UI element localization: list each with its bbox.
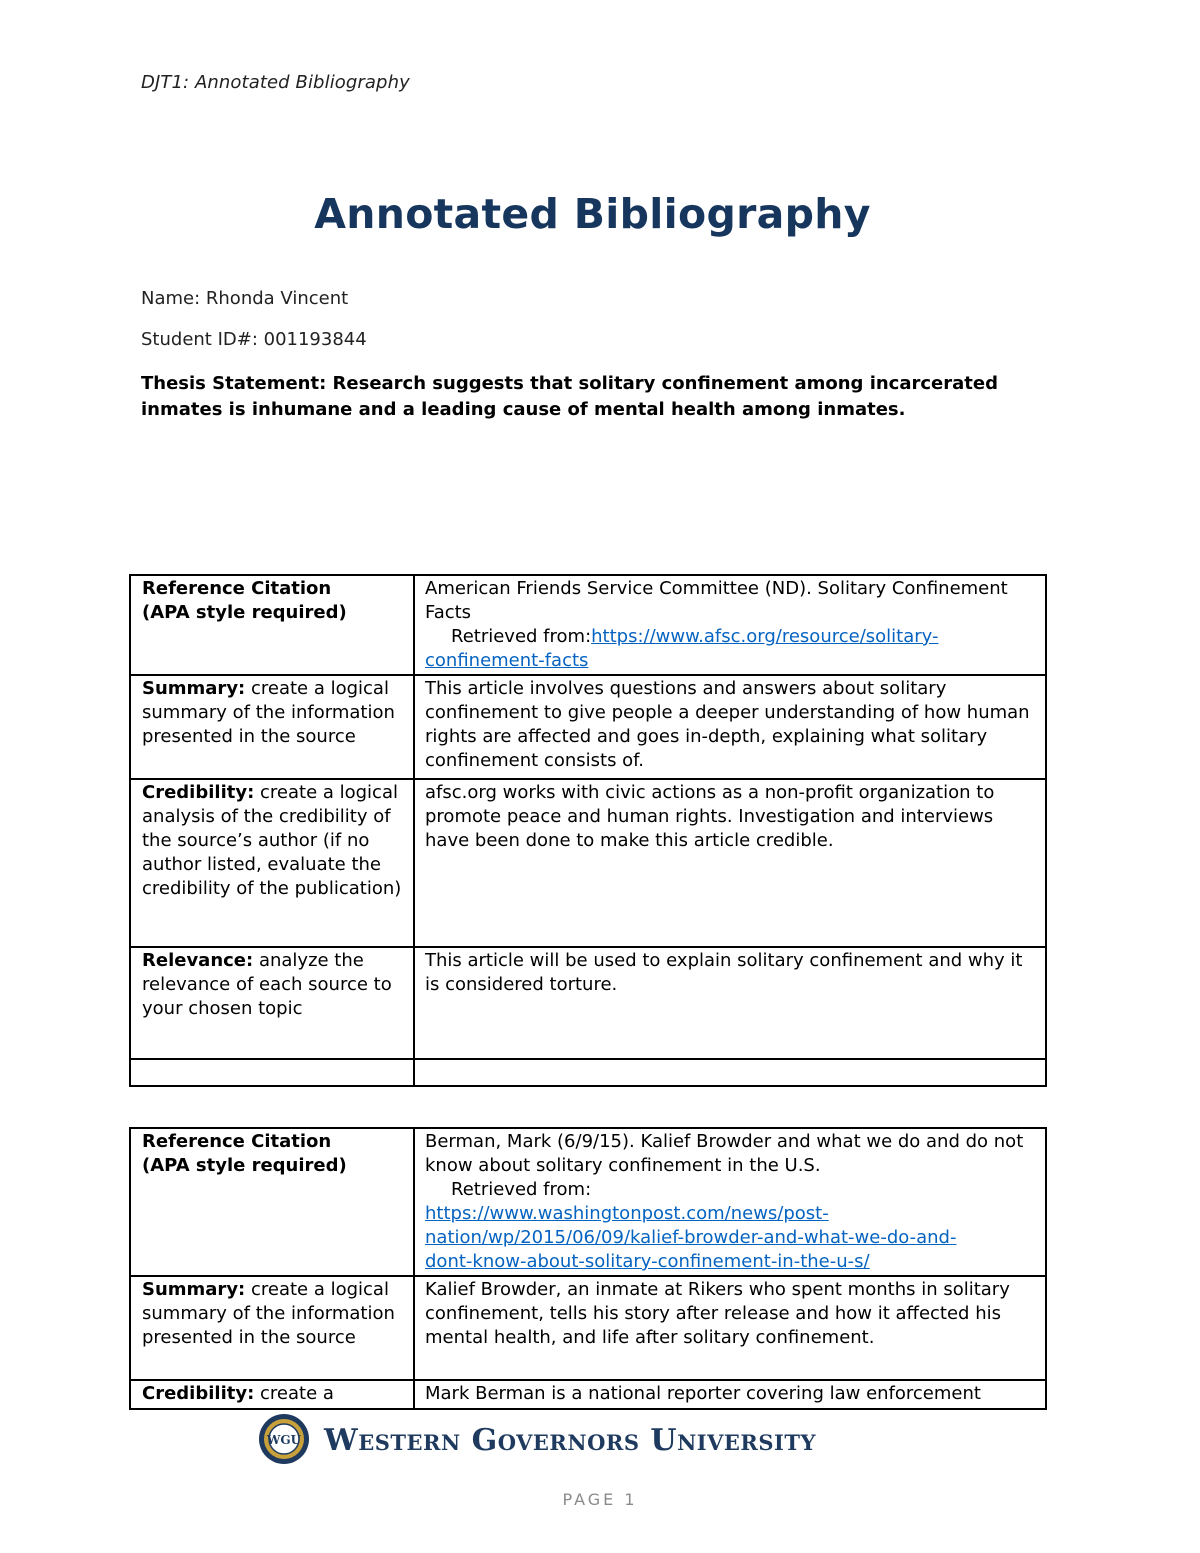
summary-cell: Kalief Browder, an inmate at Rikers who spent months in solitary confinement, tells his story after release and how it affected his mental health, and life after solitary confinement. [414, 1276, 1046, 1380]
university-seal-icon [258, 1413, 310, 1465]
citation-label: Reference Citation [142, 578, 332, 599]
citation-label-note: (APA style required) [142, 1155, 347, 1176]
credibility-label-cell [130, 779, 414, 947]
credibility-label: Credibility: [142, 782, 255, 803]
citation-label-note: (APA style required) [142, 602, 347, 623]
summary-label-desc: create a logical summary of the information presented in the source [142, 678, 395, 747]
summary-label-cell [130, 675, 414, 779]
thesis-statement: Thesis Statement: Research suggests that solitary confinement among incarcerated inmates is inhumane and a leading cause of mental health among inmates. [141, 373, 998, 420]
citation-text: Berman, Mark (6/9/15). Kalief Browder and what we do and do not know about solitary confinement in the U.S. [425, 1131, 1024, 1176]
credibility-label: Credibility: [142, 1383, 255, 1404]
credibility-cell: Mark Berman is a national reporter covering law enforcement [414, 1380, 1046, 1409]
student-id: Student ID#: 001193844 [141, 329, 367, 350]
table-row [130, 947, 1046, 1059]
citation-label-cell [130, 1128, 414, 1276]
student-name: Name: Rhonda Vincent [141, 288, 349, 309]
retrieved-prefix: Retrieved from: [451, 1179, 592, 1200]
citation-link[interactable]: https://www.washingtonpost.com/news/post- nation/wp/2015/06/09/kalief-browder-and-what-we-do-and- dont-know-about-solitary-confinement-in-the-u-s/ [425, 1203, 957, 1272]
table-row [130, 675, 1046, 779]
table-row [130, 779, 1046, 947]
running-header: DJT1: Annotated Bibliography [141, 72, 410, 93]
empty-cell [130, 1059, 414, 1086]
relevance-cell: This article will be used to explain solitary confinement and why it is considered torture. [414, 947, 1046, 1059]
university-name: Western Governors University [324, 1423, 816, 1458]
summary-label-desc: create a logical summary of the information presented in the source [142, 1279, 395, 1348]
citation-label: Reference Citation [142, 1131, 332, 1152]
table-row [130, 1380, 1046, 1409]
summary-label-cell [130, 1276, 414, 1380]
relevance-label-desc: analyze the relevance of each source to your chosen topic [142, 950, 392, 1019]
summary-label: Summary: [142, 678, 246, 699]
relevance-label: Relevance: [142, 950, 254, 971]
empty-cell [414, 1059, 1046, 1086]
credibility-label-desc: create a [254, 1383, 334, 1404]
document-title: Annotated Bibliography [314, 190, 871, 238]
citation-link[interactable]: https://www.afsc.org/resource/solitary- confinement-facts [425, 626, 939, 671]
citation-label-cell [130, 575, 414, 675]
table-row [130, 575, 1046, 675]
bibliography-table-2 [129, 1127, 1047, 1410]
bibliography-table-1 [129, 574, 1047, 1087]
summary-label: Summary: [142, 1279, 246, 1300]
page-number: PAGE 1 [562, 1490, 638, 1509]
table-row [130, 1128, 1046, 1276]
summary-cell: This article involves questions and answers about solitary confinement to give people a deeper understanding of how human rights are affected and goes in-depth, explaining what solitary confinement consists of. [414, 675, 1046, 779]
table-row [130, 1276, 1046, 1380]
credibility-cell: afsc.org works with civic actions as a non-profit organization to promote peace and human rights. Investigation and interviews have been done to make this article credible. [414, 779, 1046, 947]
citation-text: American Friends Service Committee (ND). Solitary Confinement Facts [425, 578, 1008, 623]
relevance-label-cell [130, 947, 414, 1059]
credibility-label-desc: create a logical analysis of the credibility of the source’s author (if no author listed, evaluate the credibility of the publication) [142, 782, 402, 899]
table-row-empty [130, 1059, 1046, 1086]
retrieved-prefix: Retrieved from: [451, 626, 592, 647]
seal-text: WGU [266, 1433, 302, 1447]
citation-cell [414, 575, 1046, 675]
citation-cell [414, 1128, 1046, 1276]
university-logo [258, 1413, 908, 1469]
credibility-label-cell [130, 1380, 414, 1409]
